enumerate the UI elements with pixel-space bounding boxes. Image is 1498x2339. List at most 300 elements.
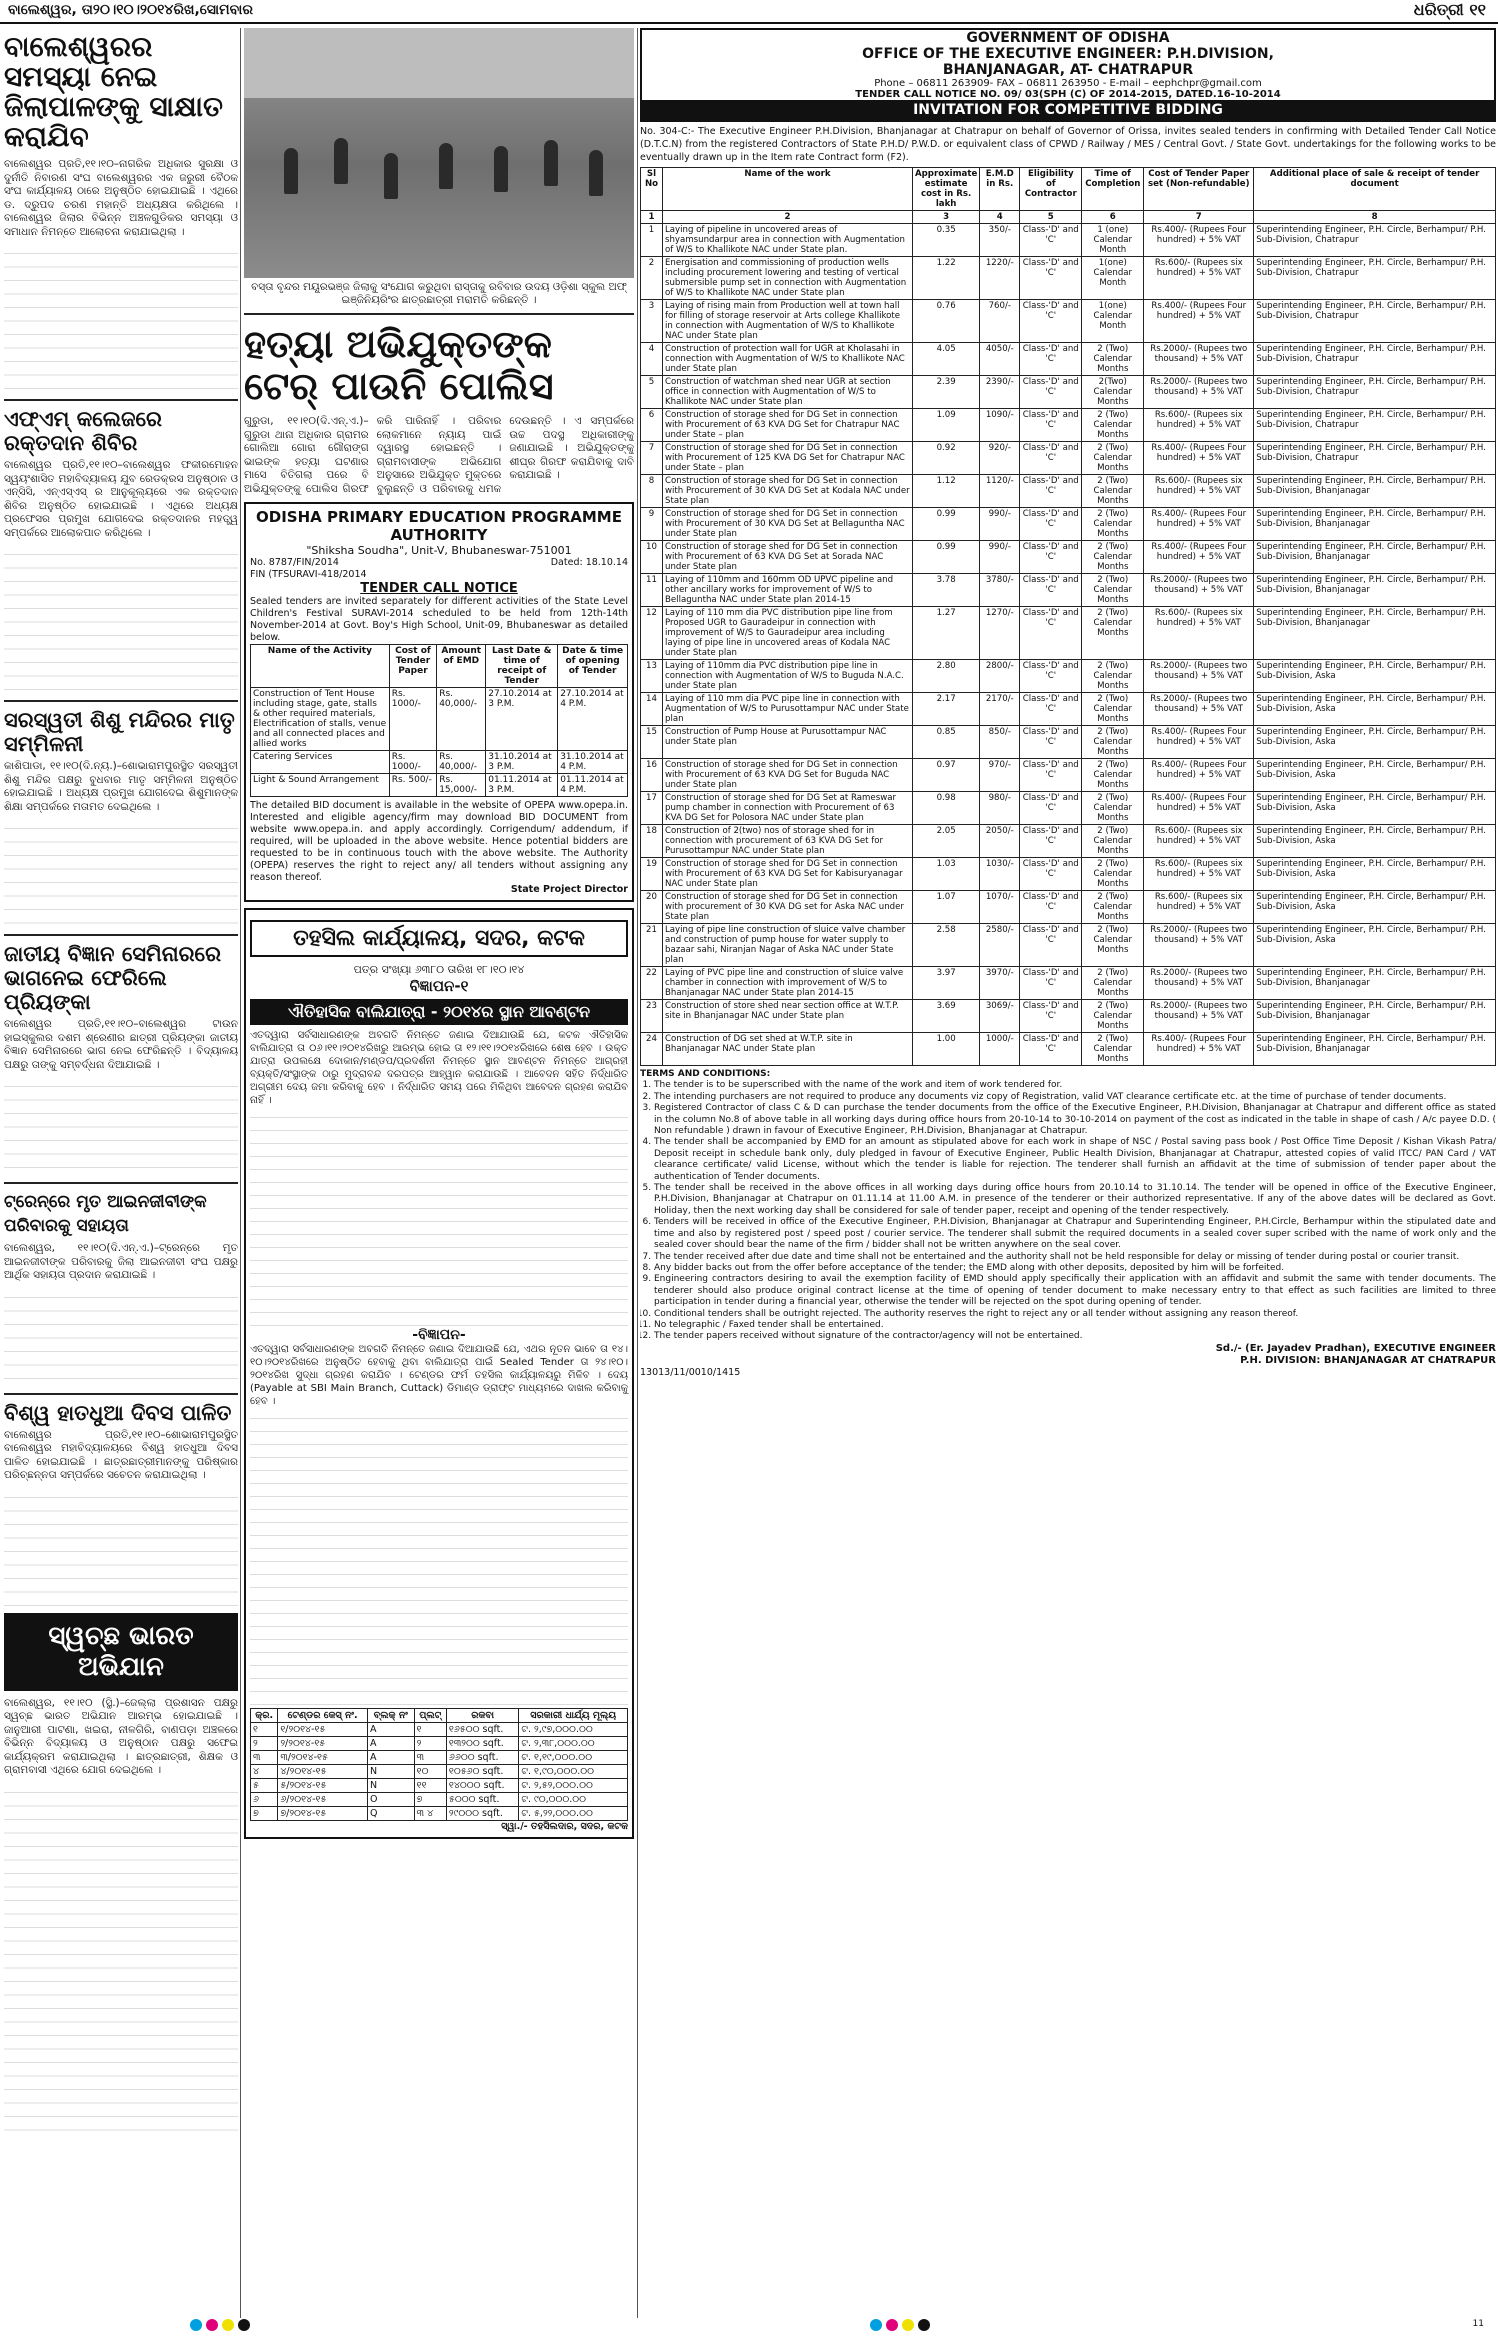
th: Date & time of opening of Tender xyxy=(558,645,628,688)
table-row xyxy=(641,508,1496,541)
cell: 2 (Two) Calendar Months xyxy=(1082,825,1144,858)
th: ପ୍ଲଟ୍ xyxy=(414,1709,446,1723)
cell: 2 (Two) Calendar Months xyxy=(1082,508,1144,541)
table-row xyxy=(641,376,1496,409)
cell: Rs.400/- (Rupees Four hundred) + 5% VAT xyxy=(1144,792,1254,825)
cell: 2.17 xyxy=(913,693,980,726)
cell: N xyxy=(367,1765,414,1779)
cell: 2 (Two) Calendar Months xyxy=(1082,858,1144,891)
cell: ୧ xyxy=(414,1723,446,1737)
th: ରକବା xyxy=(446,1709,518,1723)
table-row xyxy=(641,607,1496,660)
cell: Superintending Engineer, P.H. Circle, Berhampur/ P.H. Sub-Division, Chatrapur xyxy=(1254,300,1496,343)
cell: Rs.400/- (Rupees Four hundred) + 5% VAT xyxy=(1144,726,1254,759)
tahasil-title: ତହସିଲ କାର୍ଯ୍ୟାଳୟ, ସଦର, କଟକ xyxy=(250,920,628,957)
opepa-intro: Sealed tenders are invited separately for different activities of the State Level Children's Festival SURAVI-2014 scheduled to be held from 12th-14th November-2014 at Govt. Boy's High School, Unit-09, Bhubaneswar as detailed below. xyxy=(250,596,628,643)
cell: 01.11.2014 at 4 P.M. xyxy=(558,774,628,797)
cell: 1030/- xyxy=(980,858,1020,891)
cell: Superintending Engineer, P.H. Circle, Berhampur/ P.H. Sub-Division, Bhanjanagar xyxy=(1254,574,1496,607)
table-row xyxy=(641,825,1496,858)
cell: ୨/୨୦୧୪-୧୫ xyxy=(278,1737,368,1751)
divider xyxy=(4,1393,238,1395)
th: Eligibility of Contractor xyxy=(1020,168,1082,211)
cell: 3069/- xyxy=(980,1000,1020,1033)
cell: A xyxy=(367,1737,414,1751)
th: 7 xyxy=(1144,211,1254,224)
table-row xyxy=(251,688,628,751)
cell: 2580/- xyxy=(980,924,1020,967)
cell: Construction of storage shed for DG Set in connection with Procurement of 125 KVA DG Set for Chatrapur NAC under State – plan xyxy=(663,442,913,475)
cell: Laying of 110mm dia PVC distribution pipe line in connection with Augmentation of W/S to Buguda N.A.C. under State plan xyxy=(663,660,913,693)
term-item: 1. The tender is to be superscribed with the name of the work and item of work tendered for. xyxy=(654,1080,1496,1091)
opepa-table xyxy=(250,644,628,797)
cell: ୧୩୨୦୦ sqft. xyxy=(446,1737,518,1751)
opepa-footer: The detailed BID document is available in the website of OPEPA www.opepa.in. Interested and eligible agency/firm may download BID DOCUMENT from website www.opepa.in. and apply accordingly. Corrigendum/ addendum, if required, will be uploaded in the above website. Hence potential bidders are requested to be in continuous touch with the above website. The Authority (OPEPA) reserves the right to reject any/ all tenders without assigning any reason thereof. xyxy=(250,800,628,883)
tahasil-body2: ଏତଦ୍ୱାରା ସର୍ବସାଧାରଣଙ୍କ ଅବଗତି ନିମନ୍ତେ ଜଣାଇ ଦିଆଯାଉଛି ଯେ, ଏଥର ନୂତନ ଭାବେ ତା ୧୪।୧୦।୨୦୧୪ରିଖରେ ଅନୁଷ୍ଠିତ ହେବାକୁ ଥିବା ବାଲିଯାତ୍ରା ପାଇଁ Sealed Tender ତା ୨୪।୧୦।୨୦୧୪ରିଖ ସୁଦ୍ଧା ଗ୍ରହଣ କରାଯିବ । ଟେଣ୍ଡର ଫର୍ମ ତହସିଲ କାର୍ଯ୍ୟାଳୟରୁ ମିଳିବ । ଦେୟ (Payable at SBI Main Branch, Cuttack) ଡିମାଣ୍ଡ ଡ୍ରାଫ୍ଟ ମାଧ୍ୟମରେ ଦାଖଲ କରିବାକୁ ହେବ । xyxy=(250,1344,628,1407)
cell: 13 xyxy=(641,660,663,693)
cell: 0.76 xyxy=(913,300,980,343)
cell: Rs. 40,000/- xyxy=(437,751,486,774)
middle-column xyxy=(244,28,634,2318)
cell: Class-'D' and 'C' xyxy=(1020,475,1082,508)
cell: 1(one) Calendar Month xyxy=(1082,300,1144,343)
story-science-cont xyxy=(4,1076,238,1176)
cell: Laying of PVC pipe line and construction of sluice valve chamber in connection with improvement of W/S to Bhanjanagar NAC under State plan 2014-15 xyxy=(663,967,913,1000)
table-row xyxy=(641,442,1496,475)
opepa-signature: State Project Director xyxy=(510,884,628,895)
cell: 2.58 xyxy=(913,924,980,967)
table-row xyxy=(251,1737,628,1751)
th: Amount of EMD xyxy=(437,645,486,688)
cell: Energisation and commissioning of production wells including procurement lowering and testing of vertical submersible pump set in connection with Augmentation of W/S to Khallikote NAC under State plan xyxy=(663,257,913,300)
th: Cost of Tender Paper set (Non-refundable) xyxy=(1144,168,1254,211)
cell: Rs.400/- (Rupees Four hundred) + 5% VAT xyxy=(1144,759,1254,792)
cell: Rs.400/- (Rupees Four hundred) + 5% VAT xyxy=(1144,1033,1254,1066)
gov-title: GOVERNMENT OF ODISHA xyxy=(966,30,1170,46)
tahasil-body: ଏତଦ୍ୱାରା ସର୍ବସାଧାରଣଙ୍କ ଅବଗତି ନିମନ୍ତେ ଜଣାଇ ଦିଆଯାଉଛି ଯେ, କଟକ ଐତିହାସିକ ବାଲିଯାତ୍ରା ତା ୦୬।୧୧।୨୦୧୪ରିଖରୁ ଆରମ୍ଭ ହୋଇ ତା ୧୨।୧୧।୨୦୧୪ରିଖରେ ଶେଷ ହେବ । ଉକ୍ତ ଯାତ୍ରା ଉପଲକ୍ଷେ ଦୋକାନ/ମଣ୍ଡପ/ପ୍ରଦର୍ଶନୀ ନିମନ୍ତେ ସ୍ଥାନ ଆବଣ୍ଟନ ନିମନ୍ତେ ଆଗ୍ରହୀ ବ୍ୟକ୍ତି/ସଂସ୍ଥାଙ୍କ ଠାରୁ ମୁଦ୍ରାବନ୍ଦ ଦରପତ୍ର ଆହ୍ୱାନ କରାଯାଉଛି । ଆବେଦନ ସହିତ ନିର୍ଦ୍ଧାରିତ ଅଗ୍ରୀମ ଦେୟ ଜମା କରିବାକୁ ହେବ । ନିର୍ଦ୍ଧାରିତ ସମୟ ପରେ ମିଳିଥିବା ଆବେଦନ ଗ୍ରହଣ କରାଯିବ ନାହିଁ । xyxy=(250,1030,628,1106)
cell: 4.05 xyxy=(913,343,980,376)
cell: Rs.600/- (Rupees six hundred) + 5% VAT xyxy=(1144,858,1254,891)
cell: 8 xyxy=(641,475,663,508)
cell: ୪/୨୦୧୪-୧୫ xyxy=(278,1765,368,1779)
cell: Construction of storage shed for DG Set at Rameswar pump chamber in connection with Procurement of 63 KVA DG Set for Polosora NAC under State plan xyxy=(663,792,913,825)
cell: ୧ xyxy=(251,1723,278,1737)
cell: ୨ xyxy=(414,1737,446,1751)
cell: 3970/- xyxy=(980,967,1020,1000)
cell: Superintending Engineer, P.H. Circle, Berhampur/ P.H. Sub-Division, Chatrapur xyxy=(1254,224,1496,257)
cell: Superintending Engineer, P.H. Circle, Berhampur/ P.H. Sub-Division, Bhanjanagar xyxy=(1254,475,1496,508)
cell: Construction of 2(two) nos of storage shed for in connection with procurement of 63 KVA DG Set for Purusottampur NAC under State plan xyxy=(663,825,913,858)
table-row xyxy=(251,1751,628,1765)
cell: Rs.2000/- (Rupees two thousand) + 5% VAT xyxy=(1144,376,1254,409)
cell: 2 (Two) Calendar Months xyxy=(1082,442,1144,475)
cell: Laying of pipeline in uncovered areas of shyamsundarpur area in connection with Augmentation of W/S to Khallikote NAC under State plan. xyxy=(663,224,913,257)
cell: 27.10.2014 at 3 P.M. xyxy=(486,688,558,751)
table-row xyxy=(251,774,628,797)
term-item: 8. Any bidder backs out from the offer before acceptance of the tender; the EMD along with other deposits, deposited by him will be forfeited. xyxy=(654,1263,1496,1274)
th: 6 xyxy=(1082,211,1144,224)
story-mother-meet: କାଶିପାଡା, ୧୧।୧୦(ଦି.ନ୍ୟ.)–ଶୋଭାରାମପୁରସ୍ଥିତ ସରସ୍ୱତୀ ଶିଶୁ ମନ୍ଦିର ପକ୍ଷରୁ ବୁଧବାର ମାତୃ ସମ୍ମିଳନୀ ଅନୁଷ୍ଠିତ ହୋଇଯାଇଛି । ଅଧ୍ୟକ୍ଷ ପ୍ରମୁଖ ଯୋଗଦେଇ ଶିଶୁମାନଙ୍କ ଶିକ୍ଷା ସମ୍ପର୍କରେ ମତାମତ ଦେଇଥିଲେ । xyxy=(4,760,238,813)
cell: Rs.2000/- (Rupees two thousand) + 5% VAT xyxy=(1144,660,1254,693)
cell: Superintending Engineer, P.H. Circle, Berhampur/ P.H. Sub-Division, Chatrapur xyxy=(1254,376,1496,409)
office-place: BHANJANAGAR, AT- CHATRAPUR xyxy=(942,62,1194,78)
cell: ୩ xyxy=(251,1751,278,1765)
headline-blood-camp: ଏଫ୍‌ଏମ୍ କଲେଜରେ ରକ୍ତଦାନ ଶିବିର xyxy=(4,407,162,455)
cell: 27.10.2014 at 4 P.M. xyxy=(558,688,628,751)
term-item: 5. The tender shall be received in the above offices in all working days during office hours from 20.10.14 to 31.10.14. The tender will be opened in office of the Executive Engineer, P.H.Division, Bhanjanagar at Chatrapur on 01.11.14 at 11.00 A.M. in presence of the tenderer or their authorized representative. If any of the above dates will be declared as Govt. Holiday, then the next working day shall be considered for sale of tender paper, receipt and opening of the tender respectively. xyxy=(654,1183,1496,1217)
cell: 2 (Two) Calendar Months xyxy=(1082,660,1144,693)
divider xyxy=(4,399,238,401)
cell: ୭/୨୦୧୪-୧୫ xyxy=(278,1807,368,1821)
term-item: 12. The tender papers received without signature of the contractor/agency will not be entertained. xyxy=(654,1331,1496,1342)
cell: Construction of store shed near section office at W.T.P. site in Bhanjanagar NAC under State plan xyxy=(663,1000,913,1033)
cell: Rs. 1000/- xyxy=(389,688,436,751)
column-divider xyxy=(240,28,241,2318)
th: Approximate estimate cost in Rs. lakh xyxy=(913,168,980,211)
divider xyxy=(4,934,238,936)
story-blood-camp: ବାଲେଶ୍ୱର ପ୍ରତି,୧୧।୧୦–ବାଲେଶ୍ୱର ଫକୀରମୋହନ ସ୍ୱୟଂଶାସିତ ମହାବିଦ୍ୟାଳୟ ଯୁବ ରେଡକ୍ରସ ଅନୁଷ୍ଠାନ ଓ ଏନ୍‌ସିସି, ଏନ୍‌ଏସ୍‌ଏସ୍ ର ଆନୁକୂଲ୍ୟରେ ଏକ ରକ୍ତଦାନ ଶିବିର ଅନୁଷ୍ଠିତ ହୋଇଯାଇଛି । ଏଥିରେ ଅଧ୍ୟକ୍ଷ ପ୍ରଫେସର ପ୍ରମୁଖ ଯୋଗଦେଇ ରକ୍ତଦାନର ମହତ୍ତ୍ୱ ସମ୍ପର୍କରେ ଆଲୋକପାତ କରିଥିଲେ । xyxy=(4,459,238,539)
th: Last Date & time of receipt of Tender xyxy=(486,645,558,688)
opepa-no: No. 8787/FIN/2014 xyxy=(250,557,339,568)
right-column xyxy=(640,28,1496,2318)
cell: Rs. 1000/- xyxy=(389,751,436,774)
cell: 1.27 xyxy=(913,607,980,660)
cell: 19 xyxy=(641,858,663,891)
cell: 920/- xyxy=(980,442,1020,475)
th: Time of Completion xyxy=(1082,168,1144,211)
cell: 01.11.2014 at 3 P.M. xyxy=(486,774,558,797)
story-swachh: ବାଲେଶ୍ୱର, ୧୧।୧୦ (ସ୍ଥି.)–ଜେଲ୍ଲା ପ୍ରଶାସନ ପକ୍ଷରୁ ସ୍ୱଚ୍ଛ ଭାରତ ଅଭିଯାନ ଆରମ୍ଭ ହୋଇଯାଇଛି । ଜାନୁଆରୀ ପାଟଣା, ଖଇରା, ନୀଳଗିରି, ବାଣପଡ଼ା ଅଞ୍ଚଳରେ ବିଭିନ୍ନ ବିଦ୍ୟାଳୟ ଓ ଅନୁଷ୍ଠାନ ପକ୍ଷରୁ ସଫେଇ କାର୍ଯ୍ୟକ୍ରମ କରାଯାଇଥିଲା । ଛାତ୍ରଛାତ୍ରୀ, ଶିକ୍ଷକ ଓ ଗ୍ରାମବାସୀ ଏଥିରେ ଯୋଗ ଦେଇଥିଲେ । xyxy=(4,1696,238,1776)
cell: Laying of 110mm and 160mm OD UPVC pipeline and other ancillary works for improvement of W/S to Bellaguntha NAC under State plan 2014-15 xyxy=(663,574,913,607)
cell: 23 xyxy=(641,1000,663,1033)
cell: 31.10.2014 at 4 P.M. xyxy=(558,751,628,774)
cell: Superintending Engineer, P.H. Circle, Berhampur/ P.H. Sub-Division, Aska xyxy=(1254,693,1496,726)
cell: 2 (Two) Calendar Months xyxy=(1082,693,1144,726)
cell: 2 (Two) Calendar Months xyxy=(1082,759,1144,792)
cell: 0.85 xyxy=(913,726,980,759)
cell: 0.35 xyxy=(913,224,980,257)
cell: ୩ ୪ xyxy=(414,1807,446,1821)
cell: 760/- xyxy=(980,300,1020,343)
opepa-fin: FIN (TFSURAVI-418/2014 xyxy=(250,569,367,580)
terms xyxy=(640,1069,1496,1343)
story-murder-text: ଗୁରୁଡା, ୧୧।୧୦(ଦି.ଏନ୍.ଏ.)– ଗୁରୁଡା ଥାନା ଅଧିକାର ଗ୍ରାମର ଗୋଲିଆ ଗୋରା ଗୌରାଙ୍ଗ ଭାଇଙ୍କ ହତ୍ୟା ଘଟଣାର ମାସେ ବିତିଗଲା ପରେ ବି ଅଭିଯୁକ୍ତଙ୍କୁ ପୋଲିସ ଗିରଫ କରି ପାରିନାହିଁ । ପରିବାର ଲୋକମାନେ ନ୍ୟାୟ ପାଇଁ ଦ୍ୱାରସ୍ଥ ହୋଇଛନ୍ତି । ଗ୍ରାମବାସୀଙ୍କ ଅଭିଯୋଗ ଅନୁସାରେ ଅଭିଯୁକ୍ତ ମୁକ୍ତରେ ବୁଲୁଛନ୍ତି ଓ ପରିବାରକୁ ଧମକ ଦେଉଛନ୍ତି । ଏ ସମ୍ପର୍କରେ ଉଚ୍ଚ ପଦସ୍ଥ ଅଧିକାରୀଙ୍କୁ ଜଣାଯାଇଛି । ଅଭିଯୁକ୍ତଙ୍କୁ ଶୀଘ୍ର ଗିରଫ କରାଯିବାକୁ ଦାବି କରାଯାଇଛି । xyxy=(244,415,634,495)
cell: ୭ xyxy=(251,1807,278,1821)
divider xyxy=(244,313,634,315)
cell: 2170/- xyxy=(980,693,1020,726)
cell: 0.99 xyxy=(913,508,980,541)
table-row xyxy=(251,751,628,774)
cell: 0.99 xyxy=(913,541,980,574)
cell: Class-'D' and 'C' xyxy=(1020,1000,1082,1033)
cell: 18 xyxy=(641,825,663,858)
cell: 2 (Two) Calendar Months xyxy=(1082,343,1144,376)
cell: Class-'D' and 'C' xyxy=(1020,300,1082,343)
cell: Rs.2000/- (Rupees two thousand) + 5% VAT xyxy=(1144,1000,1254,1033)
cell: Superintending Engineer, P.H. Circle, Berhampur/ P.H. Sub-Division, Aska xyxy=(1254,825,1496,858)
tender-header xyxy=(640,28,1496,122)
masthead-date: ବାଲେଶ୍ୱର, ତା୨୦।୧୦।୨୦୧୪ରିଖ,ସୋମବାର xyxy=(8,2,253,18)
cell: 16 xyxy=(641,759,663,792)
cell: Rs.600/- (Rupees six hundred) + 5% VAT xyxy=(1144,891,1254,924)
tender-intro: No. 304-C:- The Executive Engineer P.H.Division, Bhanjanagar at Chatrapur on behalf of Governor of Orissa, invites sealed tenders in confirming with Detailed Tender Call Notice (D.T.C.N) from the registered Contractors of State P.H.D/ P.W.D. or equivalent class of CPWD / Railway / MES / Central Govt. / State Govt. undertakings for the following works to be eventually drawn up in the Item rate Contract form (F2). xyxy=(640,126,1496,163)
cell: ୫୦୦୦ sqft. xyxy=(446,1793,518,1807)
th: 1 xyxy=(641,211,663,224)
cell: Class-'D' and 'C' xyxy=(1020,759,1082,792)
cell: Class-'D' and 'C' xyxy=(1020,660,1082,693)
cell: 2 (Two) Calendar Months xyxy=(1082,475,1144,508)
cell: Superintending Engineer, P.H. Circle, Berhampur/ P.H. Sub-Division, Bhanjanagar xyxy=(1254,967,1496,1000)
cell: Superintending Engineer, P.H. Circle, Berhampur/ P.H. Sub-Division, Chatrapur xyxy=(1254,442,1496,475)
cell: 20 xyxy=(641,891,663,924)
cell: 0.92 xyxy=(913,442,980,475)
cell: Laying of 110 mm dia PVC distribution pipe line from Proposed UGR to Gauradeipur in connection with improvement of W/S to Gauradeipur area including laying of pipe line in uncovered areas of Kodala NAC under State plan xyxy=(663,607,913,660)
opepa-notice-title: TENDER CALL NOTICE xyxy=(360,581,518,596)
cell: 2 (Two) Calendar Months xyxy=(1082,792,1144,825)
cell: 12 xyxy=(641,607,663,660)
cell: Construction of storage shed for DG Set in connection with Procurement of 30 KVA DG Set at Kodala NAC under State plan xyxy=(663,475,913,508)
cell: Superintending Engineer, P.H. Circle, Berhampur/ P.H. Sub-Division, Bhanjanagar xyxy=(1254,1033,1496,1066)
cell: ୧୧ xyxy=(414,1779,446,1793)
cell: 31.10.2014 at 3 P.M. xyxy=(486,751,558,774)
table-row xyxy=(641,541,1496,574)
tahasil-subtitle: ଐତିହାସିକ ବାଲିଯାତ୍ରା - ୨୦୧୪ର ସ୍ଥାନ ଆବଣ୍ଟନ xyxy=(250,999,628,1025)
cell: Superintending Engineer, P.H. Circle, Berhampur/ P.H. Sub-Division, Bhanjanagar xyxy=(1254,541,1496,574)
cell: 1120/- xyxy=(980,475,1020,508)
cell: 2.80 xyxy=(913,660,980,693)
table-row xyxy=(251,1723,628,1737)
cell: 17 xyxy=(641,792,663,825)
cell: ୧୦୫୬୦ sqft. xyxy=(446,1765,518,1779)
cell: 850/- xyxy=(980,726,1020,759)
cell: ଟ. ୨,୫୨,୦୦୦.୦୦ xyxy=(519,1779,628,1793)
story-train-cont xyxy=(4,1287,238,1387)
cell: Laying of 110 mm dia PVC pipe line in connection with Augmentation of W/S to Purusottampur NAC under State plan xyxy=(663,693,913,726)
office-title: OFFICE OF THE EXECUTIVE ENGINEER: P.H.DIVISION, xyxy=(862,46,1274,62)
ad-code: 13013/11/0010/1415 xyxy=(640,1366,741,1378)
cell: 1220/- xyxy=(980,257,1020,300)
cell: 1.09 xyxy=(913,409,980,442)
cell: Class-'D' and 'C' xyxy=(1020,825,1082,858)
signature-line2: P.H. DIVISION: BHANJANAGAR AT CHATRAPUR xyxy=(1240,1354,1496,1366)
cell: Superintending Engineer, P.H. Circle, Berhampur/ P.H. Sub-Division, Bhanjanagar xyxy=(1254,1000,1496,1033)
story-murder xyxy=(244,415,634,496)
cell: Rs.2000/- (Rupees two thousand) + 5% VAT xyxy=(1144,924,1254,967)
photo-caption: ବସ୍ତା ବୃନ୍ଦର ମୟୂରଭଞ୍ଜ ଜିଲାକୁ ସଂଯୋଗ କରୁଥିବା ରାସ୍ତାକୁ ରବିବାର ଉଦୟ ଓଡ଼ିଶା ସ୍କୁଲ ଅଫ୍ ଇଞ୍ଜିନିୟରିଂର ଛାତ୍ରଛାତ୍ରୀ ମରାମତି କରିଛନ୍ତି । xyxy=(251,281,627,306)
opepa-title: ODISHA PRIMARY EDUCATION PROGRAMME AUTHORITY xyxy=(256,508,622,544)
cell: Construction of storage shed for DG Set in connection with Procurement of 30 KVA DG Set at Bellaguntha NAC under State plan xyxy=(663,508,913,541)
opepa-date: Dated: 18.10.14 xyxy=(550,557,628,568)
cell: Construction of watchman shed near UGR at section office in connection with Augmentation of W/S to Khallikote NAC under State plan xyxy=(663,376,913,409)
cell: 3 xyxy=(641,300,663,343)
term-item: 7. The tender received after due date and time shall not be entertained and the authority shall not be held responsible for delay or missing of tender during postal or courier transit. xyxy=(654,1252,1496,1263)
headline-handwash: ବିଶ୍ୱ ହାତଧୁଆ ଦିବସ ପାଳିତ xyxy=(4,1400,232,1425)
cell: ୨୯୦୦୦ sqft. xyxy=(446,1807,518,1821)
cell: 1090/- xyxy=(980,409,1020,442)
cell: ୫ xyxy=(251,1779,278,1793)
cell: Class-'D' and 'C' xyxy=(1020,574,1082,607)
table-row xyxy=(641,693,1496,726)
th: ବ୍ଲକ୍ ନଂ xyxy=(367,1709,414,1723)
cell: Class-'D' and 'C' xyxy=(1020,343,1082,376)
cell: N xyxy=(367,1779,414,1793)
cell: 1.07 xyxy=(913,891,980,924)
cell: 7 xyxy=(641,442,663,475)
cell: ୩ xyxy=(414,1751,446,1765)
story-handwash-cont xyxy=(4,1487,238,1607)
cell: 350/- xyxy=(980,224,1020,257)
cell: 3.69 xyxy=(913,1000,980,1033)
tahasil-table xyxy=(250,1708,628,1821)
table-row xyxy=(641,257,1496,300)
th: Additional place of sale & receipt of tender document xyxy=(1254,168,1496,211)
story-handwash: ବାଲେଶ୍ୱର ପ୍ରତି,୧୧।୧୦–ଶୋଭାରାମପୁରସ୍ଥିତ ବାଲେଶ୍ୱର ମହାବିଦ୍ୟାଳୟରେ ବିଶ୍ୱ ହାତଧୁଆ ଦିବସ ପାଳିତ ହୋଇଯାଇଛି । ଛାତ୍ରଛାତ୍ରୀମାନଙ୍କୁ ପରିଷ୍କାର ପରିଚ୍ଛନ୍ନତା ସମ୍ପର୍କରେ ସଚେତନ କରାଯାଇଥିଲା । xyxy=(4,1428,238,1481)
tahasil-signature: ସ୍ୱା./- ତହସିଲଦାର, ସଦର, କଟକ xyxy=(501,1821,628,1832)
cell: 6 xyxy=(641,409,663,442)
cell: Rs. 40,000/- xyxy=(437,688,486,751)
cell: ୭ xyxy=(414,1793,446,1807)
signature-line1: Sd./- (Er. Jayadev Pradhan), EXECUTIVE ENGINEER xyxy=(1215,1342,1496,1354)
table-row xyxy=(641,858,1496,891)
cell: 22 xyxy=(641,967,663,1000)
cell: 15 xyxy=(641,726,663,759)
cell: Construction of storage shed for DG Set in connection with Procurement of 63 KVA DG Set at Sorada NAC under State plan xyxy=(663,541,913,574)
cell: ୫/୨୦୧୪-୧୫ xyxy=(278,1779,368,1793)
cell: 2(Two) Calendar Months xyxy=(1082,376,1144,409)
column-divider xyxy=(637,28,638,2318)
cell: 0.98 xyxy=(913,792,980,825)
cell: 1(one) Calendar Month xyxy=(1082,257,1144,300)
works-table xyxy=(640,167,1496,1066)
term-item: 4. The tender shall be accompanied by EMD for an amount as stipulated above for each work in shape of NSC / Postal saving pass book / Post Office Time Deposit / Kishan Vikash Patra/ Deposit receipt in schedule bank only, duly pledged in favour of Executive Engineer, Public Health Division, Bhanjanagar at Chatrapur, attested copies of valid ITCC/ PAN Card / VAT clearance certificate/ valid License, without which the tender is liable for rejection. The tenderer shall furnish an affidavit at the time of submission of tender paper about the authentication of Tender documents. xyxy=(654,1137,1496,1183)
cell: ଟ. ୧,୯୦,୦୦୦.୦୦ xyxy=(519,1765,628,1779)
cell: Rs.400/- (Rupees Four hundred) + 5% VAT xyxy=(1144,541,1254,574)
cell: Rs.400/- (Rupees Four hundred) + 5% VAT xyxy=(1144,224,1254,257)
cell: Superintending Engineer, P.H. Circle, Berhampur/ P.H. Sub-Division, Chatrapur xyxy=(1254,257,1496,300)
table-row xyxy=(641,343,1496,376)
cell: 10 xyxy=(641,541,663,574)
story-blood-camp-cont xyxy=(4,544,238,694)
cell: Rs.2000/- (Rupees two thousand) + 5% VAT xyxy=(1144,343,1254,376)
divider xyxy=(4,1182,238,1184)
cell: 2 (Two) Calendar Months xyxy=(1082,1033,1144,1066)
story-mother-meet-cont xyxy=(4,818,238,928)
table-row xyxy=(641,726,1496,759)
cell: Q xyxy=(367,1807,414,1821)
cell: ଟ. ୯୦,୦୦୦.୦୦ xyxy=(519,1793,628,1807)
cell: 1070/- xyxy=(980,891,1020,924)
cell: 2 (Two) Calendar Months xyxy=(1082,574,1144,607)
cell: Construction of DG set shed at W.T.P. site in Bhanjanagar NAC under State plan xyxy=(663,1033,913,1066)
cell: Laying of rising main from Production well at town hall for filling of storage reservoir at Arts college Khallikote in connection with Augmentation of W/S to Khallikote NAC under State plan xyxy=(663,300,913,343)
cell: ୨ xyxy=(251,1737,278,1751)
cell: Class-'D' and 'C' xyxy=(1020,858,1082,891)
cell: 21 xyxy=(641,924,663,967)
cell: Class-'D' and 'C' xyxy=(1020,1033,1082,1066)
news-photo xyxy=(244,28,634,278)
cell: Class-'D' and 'C' xyxy=(1020,792,1082,825)
headline-collector: ବାଲେଶ୍ୱରର ସମସ୍ୟା ନେଇ ଜିଲାପାଳଙ୍କୁ ସାକ୍ଷାତ କରାଯିବ xyxy=(4,30,223,153)
cell: 2 (Two) Calendar Months xyxy=(1082,1000,1144,1033)
cell: Rs.2000/- (Rupees two thousand) + 5% VAT xyxy=(1144,693,1254,726)
table-row xyxy=(251,1807,628,1821)
tahasil-ref: ପତ୍ର ସଂଖ୍ୟା ୬୩୮୦ ତାରିଖ ୧୮।୧୦।୧୪ xyxy=(353,963,525,976)
cell: ଟ. ୨,୯୭,୦୦୦.୦୦ xyxy=(519,1723,628,1737)
cell: 3.78 xyxy=(913,574,980,607)
headline-murder: ହତ୍ୟା ଅଭିଯୁକ୍ତଙ୍କ ଟେର୍ ପାଉନି ପୋଲିସ xyxy=(244,322,554,408)
cell: Superintending Engineer, P.H. Circle, Berhampur/ P.H. Sub-Division, Bhanjanagar xyxy=(1254,607,1496,660)
cell: Catering Services xyxy=(251,751,390,774)
cell: ଟ. ୫,୨୨,୦୦୦.୦୦ xyxy=(519,1807,628,1821)
cell: A xyxy=(367,1723,414,1737)
cell: 980/- xyxy=(980,792,1020,825)
table-row xyxy=(641,924,1496,967)
table-row xyxy=(641,660,1496,693)
term-item: 3. Registered Contractor of class C & D can purchase the tender documents from the office of the Executive Engineer, P.H.Division, Bhanjanagar at Chatrapur and different office as stated in the column No.8 of above table in all working days during office hours from 20-10-14 to 30-10-2014 on payment of the cost as indicated in the table in shape of cash / A/c payee D.D. ( Non refundable ) drawn in favour of Executive Engineer, P.H.Division, Bhanjanagar at Chatrapur. xyxy=(654,1103,1496,1137)
headline-science: ଜାତୀୟ ବିଜ୍ଞାନ ସେମିନାରରେ ଭାଗନେଇ ଫେରିଲେ ପ୍ରିୟଙ୍କା xyxy=(4,942,221,1014)
cell: 1000/- xyxy=(980,1033,1020,1066)
cell: Superintending Engineer, P.H. Circle, Berhampur/ P.H. Sub-Division, Aska xyxy=(1254,858,1496,891)
cell: Rs.400/- (Rupees Four hundred) + 5% VAT xyxy=(1144,300,1254,343)
cell: Class-'D' and 'C' xyxy=(1020,409,1082,442)
cell: Construction of protection wall for UGR at Kholasahi in connection with Augmentation of W/S to Khallikote NAC under State plan xyxy=(663,343,913,376)
cell: 2 (Two) Calendar Months xyxy=(1082,924,1144,967)
table-row xyxy=(641,792,1496,825)
cell: ୧୬୫୦୦ sqft. xyxy=(446,1723,518,1737)
cell: Superintending Engineer, P.H. Circle, Berhampur/ P.H. Sub-Division, Aska xyxy=(1254,660,1496,693)
story-science: ବାଲେଶ୍ୱର ପ୍ରତି,୧୧।୧୦–ବାଲେଶ୍ୱର ଟାଉନ ହାଇସ୍କୁଲର ଦଶମ ଶ୍ରେଣୀର ଛାତ୍ରୀ ପ୍ରିୟଙ୍କା ଜାତୀୟ ବିଜ୍ଞାନ ସେମିନାରରେ ଭାଗ ନେଇ ଫେରିଛନ୍ତି । ବିଦ୍ୟାଳୟ ପକ୍ଷରୁ ତାଙ୍କୁ ସମ୍ବର୍ଦ୍ଧନା ଦିଆଯାଇଛି । xyxy=(4,1018,238,1071)
th: 3 xyxy=(913,211,980,224)
table-row xyxy=(641,1033,1496,1066)
story-swachh-cont xyxy=(4,1782,238,2142)
table-row xyxy=(641,409,1496,442)
cell: Class-'D' and 'C' xyxy=(1020,541,1082,574)
invitation-title: INVITATION FOR COMPETITIVE BIDDING xyxy=(642,100,1494,120)
cell: Superintending Engineer, P.H. Circle, Berhampur/ P.H. Sub-Division, Aska xyxy=(1254,924,1496,967)
cell: Superintending Engineer, P.H. Circle, Berhampur/ P.H. Sub-Division, Aska xyxy=(1254,792,1496,825)
tahasil-notice-title: ବିଜ୍ଞାପନ-୧ xyxy=(409,977,469,995)
tahasil-notice2: -ବିଜ୍ଞାପନ- xyxy=(412,1327,466,1343)
cell: 2.05 xyxy=(913,825,980,858)
th: ସରକାରୀ ଧାର୍ଯ୍ୟ ମୂଲ୍ୟ xyxy=(519,1709,628,1723)
cell: Laying of pipe line construction of sluice valve chamber and construction of pump house for water supply to bazaar sahi, Niranjan Nagar of Aska NAC under State plan xyxy=(663,924,913,967)
masthead xyxy=(0,0,1498,24)
term-item: 9. Engineering contractors desiring to avail the exemption facility of EMD should apply specifically their application with an affidavit and submit the same with tender documents. The tenderer should also produce original contract license at the time of opening of tender document to make necessary entry to that effect as such facilities are limited to three participation in tender during a financial year, otherwise the tender will be rejected on the spot during opening of tender. xyxy=(654,1274,1496,1308)
cell: Superintending Engineer, P.H. Circle, Berhampur/ P.H. Sub-Division, Aska xyxy=(1254,891,1496,924)
cell: 5 xyxy=(641,376,663,409)
cell: 24 xyxy=(641,1033,663,1066)
cell: ୬ xyxy=(251,1793,278,1807)
headline-train: ଟ୍ରେନ୍‌ରେ ମୃତ ଆଇନଜୀବୀଙ୍କ ପରିବାରକୁ ସହାୟତା xyxy=(4,1192,207,1236)
cell: Superintending Engineer, P.H. Circle, Berhampur/ P.H. Sub-Division, Chatrapur xyxy=(1254,409,1496,442)
cell: 11 xyxy=(641,574,663,607)
cell: 2 (Two) Calendar Months xyxy=(1082,726,1144,759)
cell: Superintending Engineer, P.H. Circle, Berhampur/ P.H. Sub-Division, Bhanjanagar xyxy=(1254,508,1496,541)
term-item: 2. The intending purchasers are not required to produce any documents viz copy of Registration, valid VAT clearance certificate etc. at the time of purchase of tender documents. xyxy=(654,1092,1496,1103)
story-collector: ବାଲେଶ୍ୱର ପ୍ରତି,୧୧।୧୦–ନାଗରିକ ଅଧିକାର ସୁରକ୍ଷା ଓ ଦୁର୍ନୀତି ନିବାରଣ ସଂଘ ବାଲେଶ୍ୱରର ଏକ ଜରୁରୀ ବୈଠକ ସଂଘ କାର୍ଯ୍ୟାଳୟ ଠାରେ ଅନୁଷ୍ଠିତ ହୋଇଯାଇଛି । ଏଥିରେ ଡ. ଦ୍ରୁପଦ ଚରଣ ମହାନ୍ତି ଅଧ୍ୟକ୍ଷତା କରିଥିଲେ । ବାଲେଶ୍ୱର ଜିଲାର ବିଭିନ୍ନ ଅଞ୍ଚଳଗୁଡିକର ସମସ୍ୟା ଓ ସମାଧାନ ନିମନ୍ତେ ଆଲୋଚନା କରାଯାଇଥିଲା । xyxy=(4,158,238,238)
th: 2 xyxy=(663,211,913,224)
terms-title: TERMS AND CONDITIONS: xyxy=(640,1069,771,1079)
story-collector-cont xyxy=(4,243,238,393)
cell: Construction of storage shed for DG Set in connection with Procurement of 63 KVA DG Set for Kabisuryanagar NAC under State plan xyxy=(663,858,913,891)
cell: Rs.400/- (Rupees Four hundred) + 5% VAT xyxy=(1144,442,1254,475)
cell: Construction of storage shed for DG Set in connection with Procurement of 63 KVA DG Set for Buguda NAC under State plan xyxy=(663,759,913,792)
table-row xyxy=(641,891,1496,924)
cell: Rs.600/- (Rupees six hundred) + 5% VAT xyxy=(1144,475,1254,508)
registration-marks xyxy=(0,2319,1498,2333)
cell: Class-'D' and 'C' xyxy=(1020,693,1082,726)
cell: O xyxy=(367,1793,414,1807)
